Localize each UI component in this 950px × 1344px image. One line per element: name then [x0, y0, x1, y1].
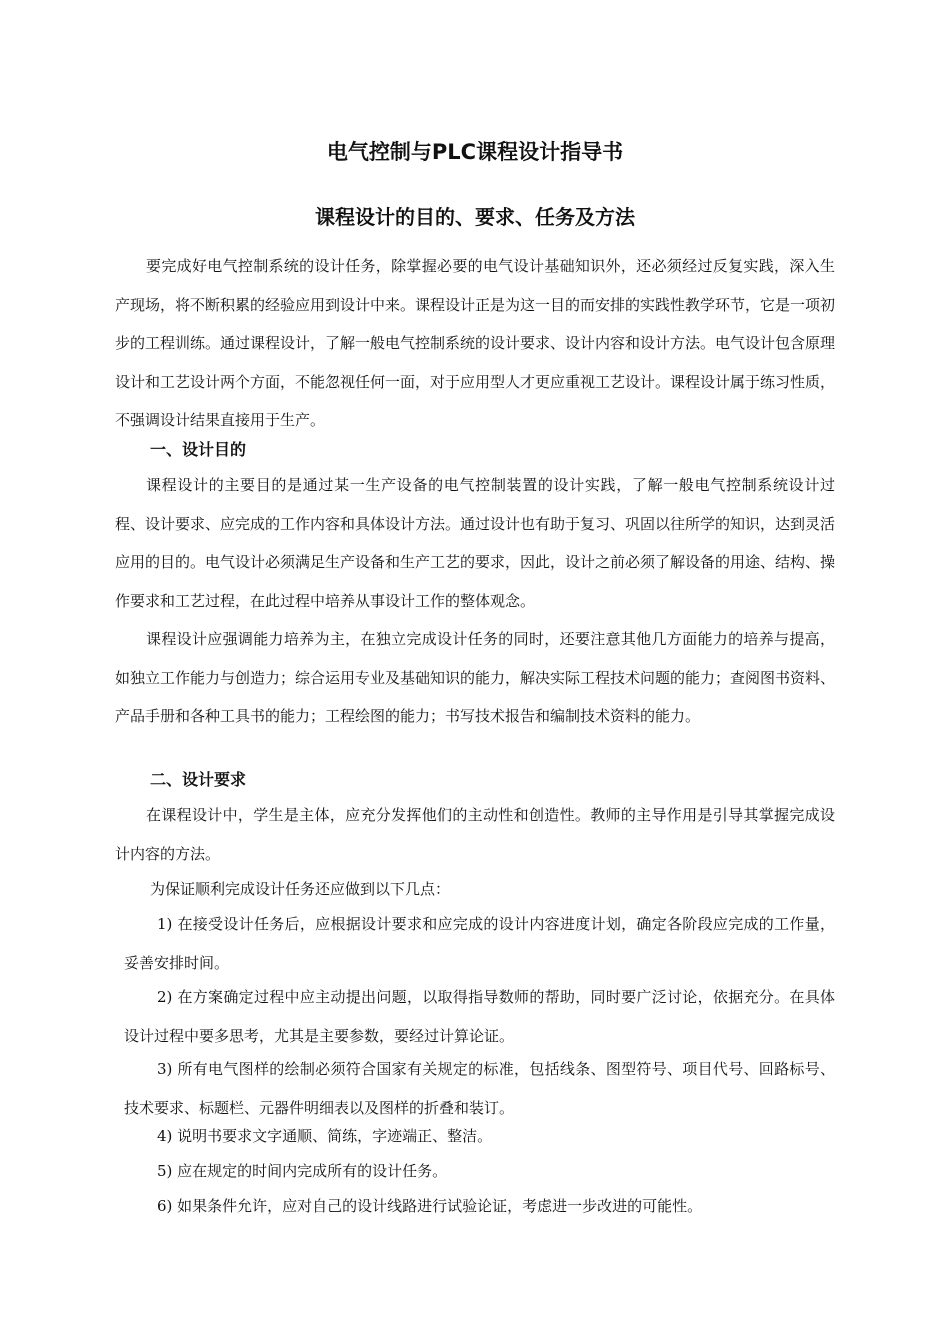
section-heading-requirements: 二、设计要求 — [150, 770, 247, 789]
purpose-paragraph-1: 课程设计的主要目的是通过某一生产设备的电气控制装置的设计实践，了解一般电气控制系统设计过程、设计要求、应完成的工作内容和具体设计方法。通过设计也有助于复习、巩固以往所学的知识，达到灵活应用的目的。电气设计必须满足生产设备和生产工艺的要求，因此，设计之前必须了解设备的用途、结构、操作要求和工艺过程，在此过程中培养从事设计工作的整体观念。 — [115, 476, 836, 610]
requirement-item: 2) 在方案确定过程中应主动提出问题，以取得指导数师的帮助，同时要广泛讨论，依据充分。在具体设计过程中要多思考，尤其是主要参数，要经过计算论证。 — [124, 988, 835, 1045]
requirement-item: 4) 说明书要求文字通顺、简练，字迹端正、整洁。 — [157, 1127, 493, 1145]
requirement-item: 3) 所有电气图样的绘制必须符合国家有关规定的标准，包括线条、图型符号、项目代号、回路标号、技术要求、标题栏、元器件明细表以及图样的折叠和装订。 — [124, 1060, 835, 1117]
requirement-item: 5) 应在规定的时间内完成所有的设计任务。 — [157, 1162, 448, 1180]
document-subtitle: 课程设计的目的、要求、任务及方法 — [315, 205, 635, 229]
requirement-item: 1) 在接受设计任务后，应根据设计要求和应完成的设计内容进度计划，确定各阶段应完成的工作量，妥善安排时间。 — [124, 915, 835, 972]
requirements-paragraph-2: 为保证顺利完成设计任务还应做到以下几点： — [150, 880, 451, 898]
section-heading-purpose: 一、设计目的 — [150, 440, 247, 459]
document-title: 电气控制与PLC课程设计指导书 — [326, 140, 624, 164]
requirement-item: 6) 如果条件允许，应对自己的设计线路进行试验论证，考虑进一步改进的可能性。 — [157, 1197, 703, 1215]
purpose-paragraph-2: 课程设计应强调能力培养为主，在独立完成设计任务的同时，还要注意其他几方面能力的培养与提高，如独立工作能力与创造力；综合运用专业及基础知识的能力，解决实际工程技术问题的能力；查阅图书资料、产品手册和各种工具书的能力；工程绘图的能力；书写技术报告和编制技术资料的能力。 — [115, 630, 836, 725]
intro-paragraph: 要完成好电气控制系统的设计任务，除掌握必要的电气设计基础知识外，还必须经过反复实践，深入生产现场，将不断积累的经验应用到设计中来。课程设计正是为这一目的而安排的实践性教学环节，它是一项初步的工程训练。通过课程设计，了解一般电气控制系统的设计要求、设计内容和设计方法。电气设计包含原理设计和工艺设计两个方面，不能忽视任何一面，对于应用型人才更应重视工艺设计。课程设计属于练习性质，不强调设计结果直接用于生产。 — [115, 257, 836, 429]
requirements-paragraph-1: 在课程设计中，学生是主体，应充分发挥他们的主动性和创造性。教师的主导作用是引导其掌握完成设计内容的方法。 — [115, 806, 835, 863]
